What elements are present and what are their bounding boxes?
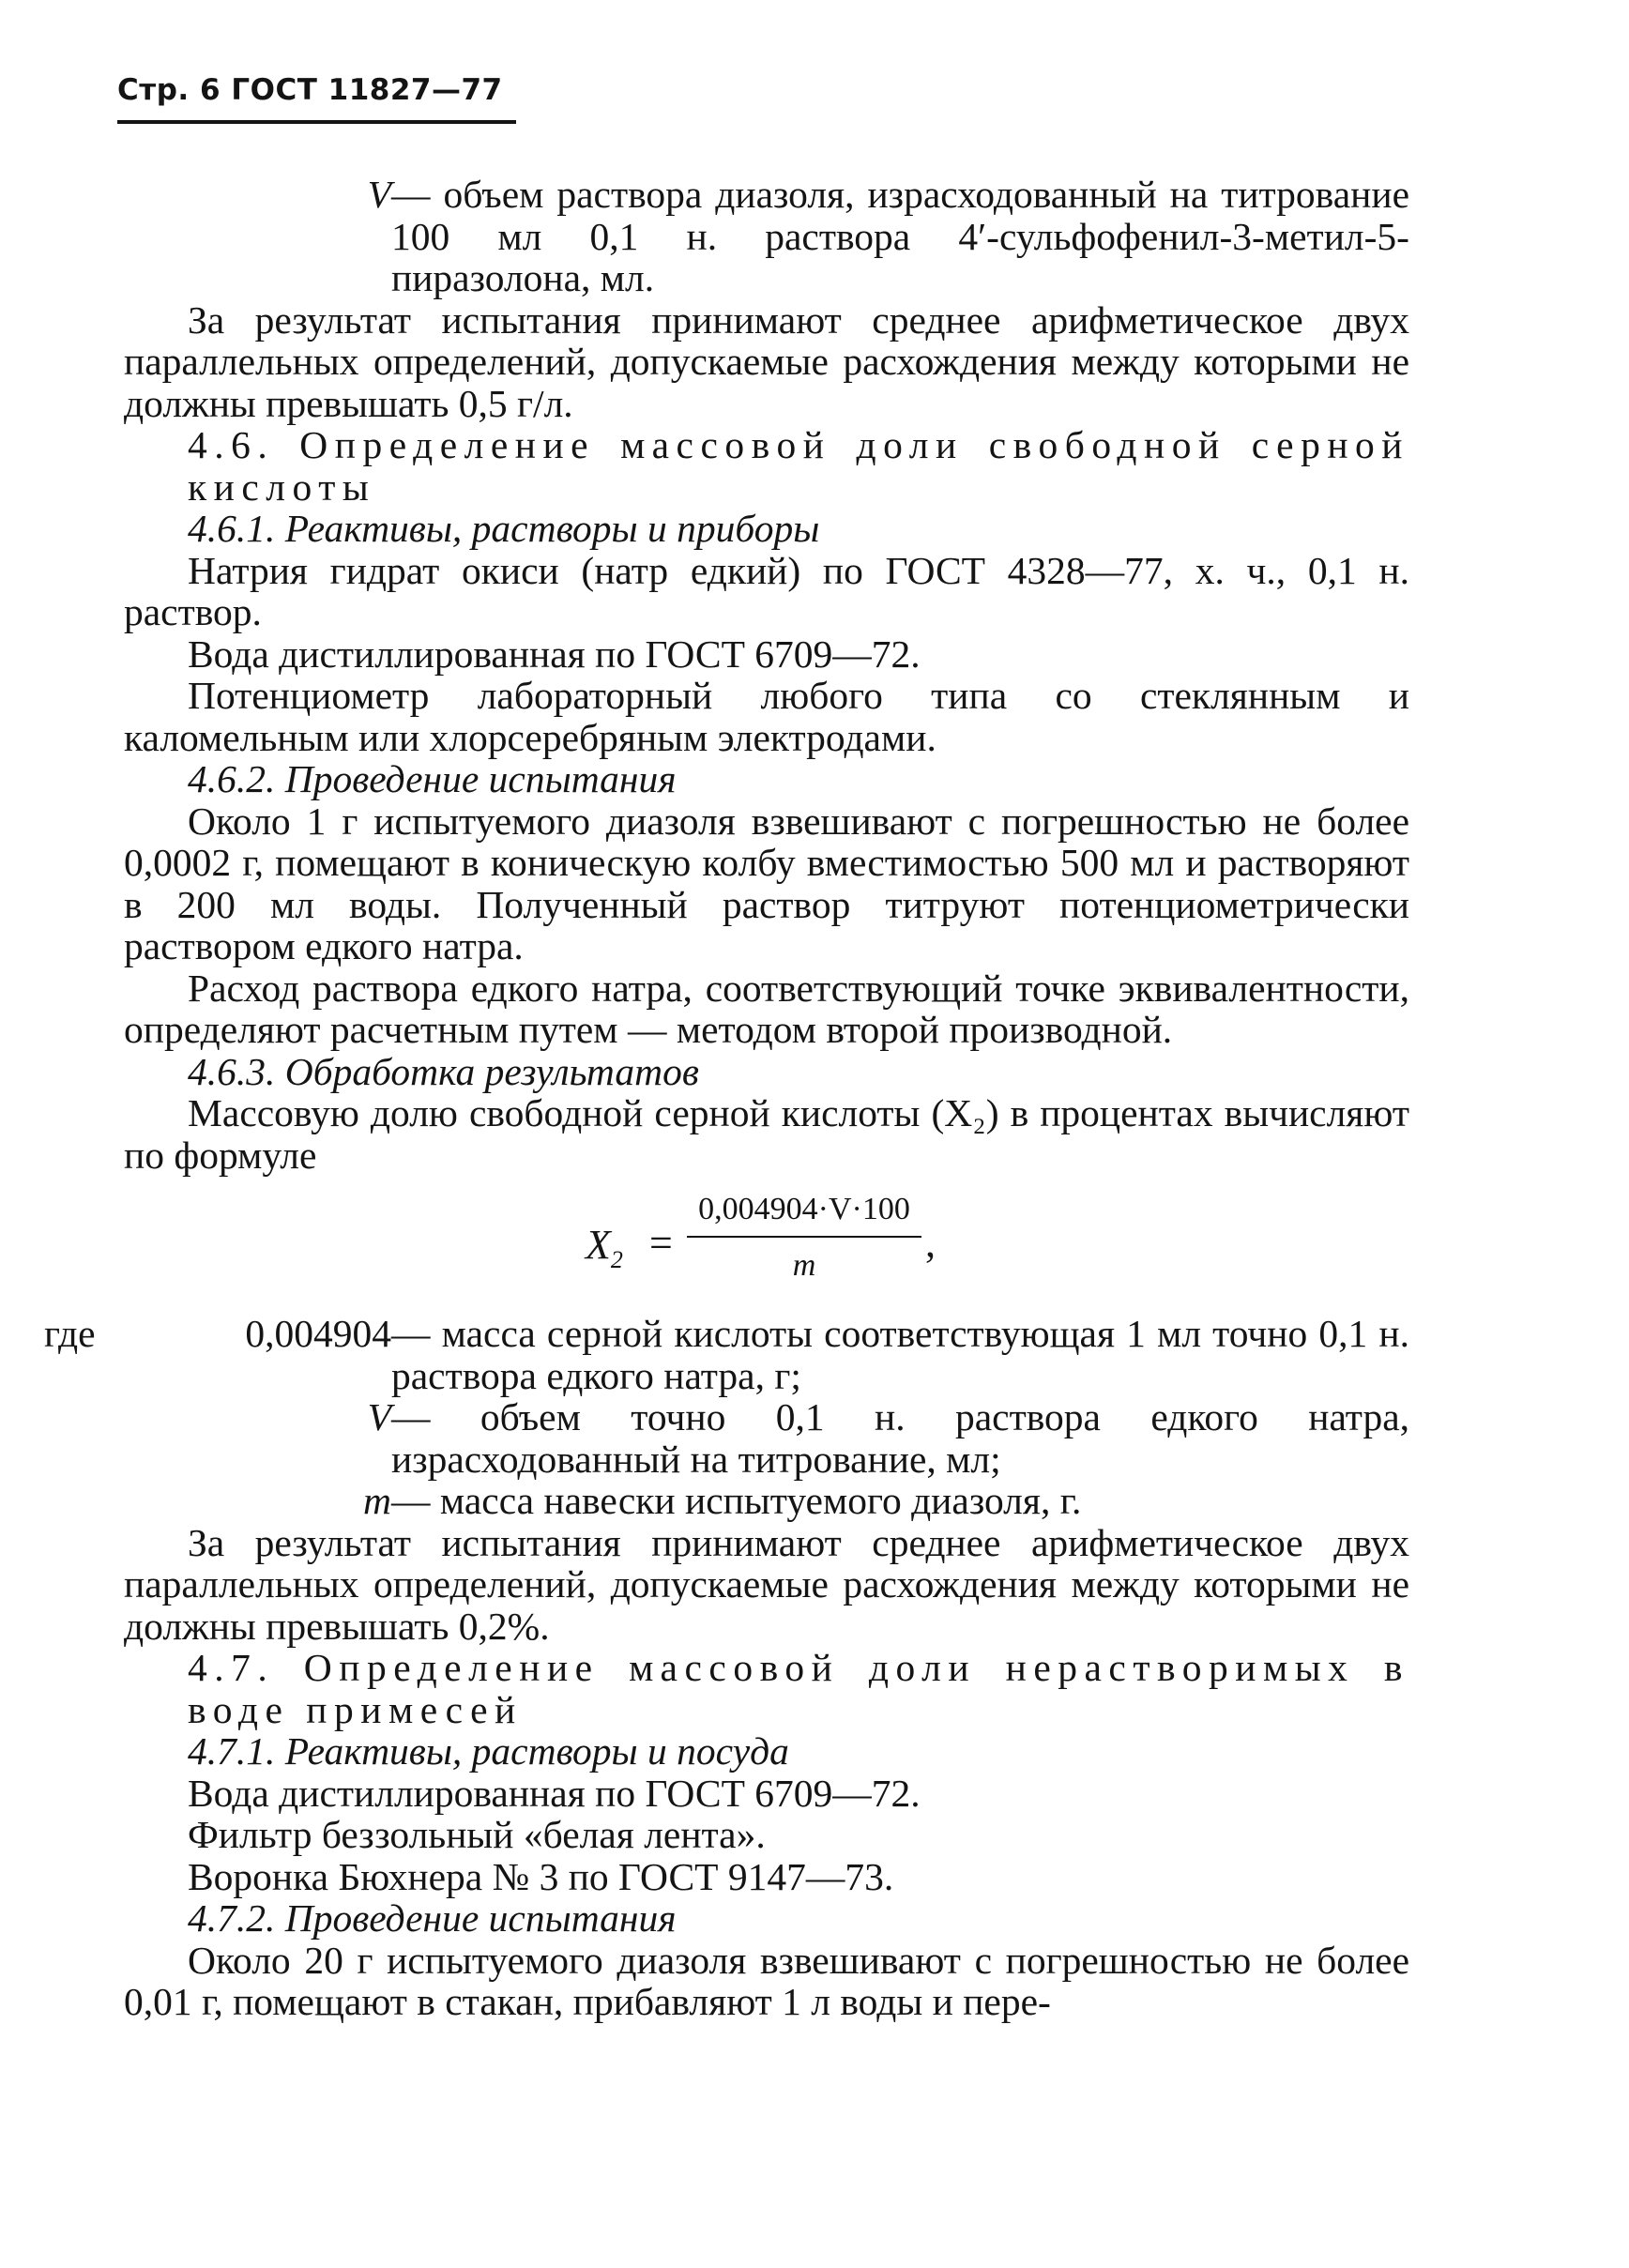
subsection-heading-4-7-2: 4.7.2. Проведение испытания: [188, 1896, 677, 1940]
definition-symbol: V: [367, 1395, 391, 1438]
header-rule: [117, 120, 516, 124]
fraction-bar: [687, 1236, 921, 1238]
formula-equals: =: [649, 1220, 673, 1266]
page-header: Стр. 6 ГОСТ 11827—77: [117, 73, 503, 107]
formula-numerator: 0,004904·V·100: [698, 1192, 910, 1226]
section-heading-4-6: 4.6. Определение массовой доли свободной серной кислоты: [188, 423, 1409, 509]
formula-lhs: $X_2$: [586, 1222, 623, 1273]
definition-text: — масса серной кислоты соответствующая 1 мл точно 0,1 н. раствора едкого натра, г;: [391, 1312, 1409, 1397]
definition-text: — объем раствора диазоля, израсходованный на титрование 100 мл 0,1 н. раствора 4′-сульфофенил-3-метил-5-пиразолона, мл.: [391, 173, 1409, 299]
subsection-heading-4-6-3: 4.6.3. Обработка результатов: [188, 1049, 699, 1093]
definition-symbol: 0,004904: [245, 1312, 391, 1355]
formula-comma: ,: [925, 1220, 936, 1266]
result-paragraph-2: За результат испытания принимают среднее арифметическое двух параллельных определений, допускаемые расхождения между которыми не должны превышать 0,2%.: [124, 1520, 1409, 1648]
procedure-paragraph-1: Около 1 г испытуемого диазоля взвешивают с погрешностью не более 0,0002 г, помещают в коническую колбу вместимостью 500 мл и растворяют в 200 мл воды. Полученный раствор титруют потенциометрически раствором едкого натра.: [124, 799, 1409, 967]
subsection-heading-4-7-1: 4.7.1. Реактивы, растворы и посуда: [188, 1729, 789, 1773]
definition-symbol: V: [367, 173, 391, 216]
definition-text: — объем точно 0,1 н. раствора едкого натра, израсходованный на титрование, мл;: [391, 1395, 1409, 1481]
document-body: [44, 173, 1409, 2023]
section-heading-4-7: 4.7. Определение массовой доли нерастворимых в воде примесей: [188, 1646, 1409, 1731]
reagent-naoh: Натрия гидрат окиси (натр едкий) по ГОСТ 4328—77, х. ч., 0,1 н. раствор.: [124, 548, 1409, 633]
subsection-heading-4-6-2: 4.6.2. Проведение испытания: [188, 757, 677, 800]
result-paragraph-1: За результат испытания принимают среднее арифметическое двух параллельных определений, допускаемые расхождения между которыми не должны превышать 0,5 г/л.: [124, 297, 1409, 425]
subsection-heading-4-6-1: 4.6.1. Реактивы, растворы и приборы: [188, 507, 820, 550]
consumption-paragraph: Расход раствора едкого натра, соответствующий точке эквивалентности, определяют расчетным путем — методом второй производной.: [124, 966, 1409, 1051]
formula-x2: [124, 1181, 1409, 1313]
reagent-water-2: Вода дистиллированная по ГОСТ 6709—72.: [188, 1771, 921, 1815]
instrument-potentiometer: Потенциометр лабораторный любого типа со стеклянным и каломельным или хлорсеребряным электродами.: [124, 674, 1409, 759]
equipment-funnel: Воронка Бюхнера № 3 по ГОСТ 9147—73.: [188, 1854, 894, 1898]
reagent-water: Вода дистиллированная по ГОСТ 6709—72.: [188, 632, 921, 676]
reagent-filter: Фильтр беззольный «белая лента».: [188, 1813, 766, 1856]
formula-denominator: m: [792, 1248, 816, 1283]
procedure-paragraph-2: Около 20 г испытуемого диазоля взвешивают с погрешностью не более 0,01 г, помещают в стакан, прибавляют 1 л воды и пере-: [124, 1938, 1409, 2023]
definition-lead: где: [44, 1312, 96, 1355]
definition-text: — масса навески испытуемого диазоля, г.: [391, 1479, 1082, 1522]
definition-v: [124, 1396, 1409, 1480]
definition-symbol: m: [363, 1479, 391, 1522]
definition-m: [124, 1480, 1409, 1522]
definition-v-volume: [124, 174, 1409, 299]
formula-intro: Массовую долю свободной серной кислоты (X₂) в процентах вычисляют по формуле: [124, 1091, 1409, 1177]
definition-constant: [44, 1312, 1409, 1397]
